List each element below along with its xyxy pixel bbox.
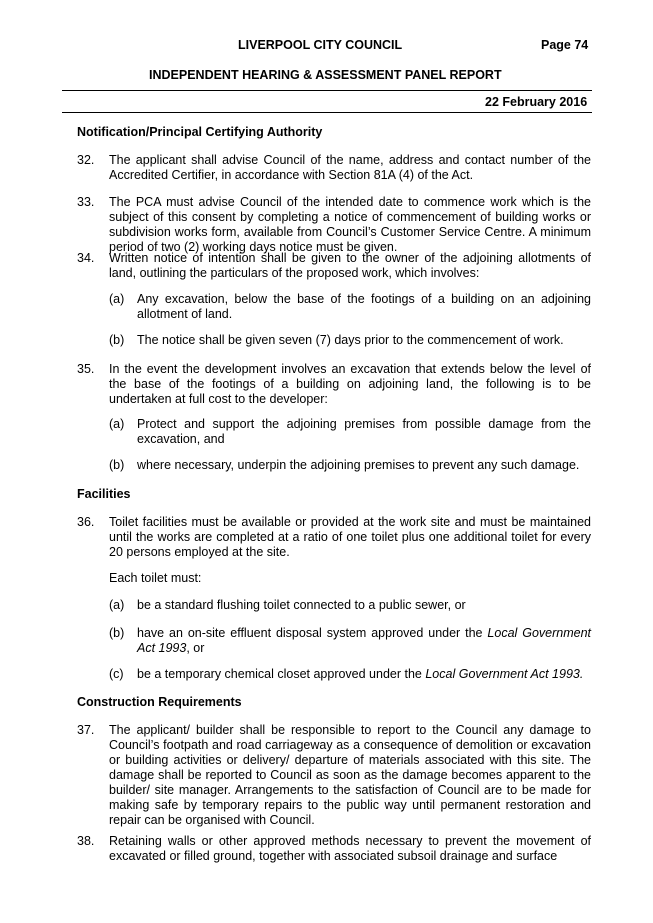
subitem-letter: (a) bbox=[109, 292, 125, 306]
item-number: 33. bbox=[77, 195, 95, 209]
act-reference: Local Government Act 1993. bbox=[425, 667, 584, 681]
item-text: Written notice of intention shall be given to the owner of the adjoining allotments of land, outlining the particulars of the proposed work, which involves: bbox=[109, 251, 591, 280]
subitem-letter: (b) bbox=[109, 333, 125, 347]
header-rule-bottom bbox=[62, 112, 592, 113]
subitem-letter: (b) bbox=[109, 626, 125, 640]
item-text: The applicant/ builder shall be responsible to report to the Council any damage to Council’s footpath and road carriageway as a consequence of demolition or excavation or building activities or delivery/ departure of materials associated with this site. The damage shall be reported to Council as soon as the damage becomes apparent to the builder/ site manager. Arrangements to the satisfaction of Council are to be made for making safe by temporary repairs to the public way until permanent restoration and repair can be organised with Council. bbox=[109, 723, 591, 827]
council-name: LIVERPOOL CITY COUNCIL bbox=[238, 38, 403, 52]
item-text: The PCA must advise Council of the intended date to commence work which is the subject of this consent by completing a notice of commencement of building works or subdivision works form, available from Council’s Customer Service Centre. A minimum period of two (2) working days notice must be given. bbox=[109, 195, 591, 254]
section-heading-construction: Construction Requirements bbox=[77, 695, 242, 709]
item-number: 36. bbox=[77, 515, 95, 529]
subitem-text: Any excavation, below the base of the footings of a building on an adjoining allotment of land. bbox=[137, 292, 591, 321]
subitem-letter: (b) bbox=[109, 458, 125, 472]
subitem-letter: (c) bbox=[109, 667, 124, 681]
each-toilet-label: Each toilet must: bbox=[109, 571, 202, 585]
subitem-text: where necessary, underpin the adjoining premises to prevent any such damage. bbox=[137, 458, 580, 472]
item-number: 34. bbox=[77, 251, 95, 265]
section-heading-notification: Notification/Principal Certifying Authority bbox=[77, 125, 323, 139]
subitem-text bbox=[137, 626, 591, 656]
subitem-text-part: have an on-site effluent disposal system approved under the bbox=[137, 626, 488, 640]
item-text: The applicant shall advise Council of the name, address and contact number of the Accredited Certifier, in accordance with Section 81A (4) of the Act. bbox=[109, 153, 591, 182]
page-number: Page 74 bbox=[541, 38, 589, 52]
item-text: Retaining walls or other approved methods necessary to prevent the movement of excavated or filled ground, together with associated subsoil drainage and surface bbox=[109, 834, 591, 863]
item-number: 38. bbox=[77, 834, 95, 848]
item-number: 37. bbox=[77, 723, 95, 737]
subitem-text: be a standard flushing toilet connected to a public sewer, or bbox=[137, 598, 466, 612]
subitem-text-part: , or bbox=[186, 641, 205, 655]
report-date: 22 February 2016 bbox=[485, 95, 588, 109]
item-text: Toilet facilities must be available or provided at the work site and must be maintained until the works are completed at a ratio of one toilet plus one additional toilet for every 20 persons employed at the site. bbox=[109, 515, 591, 559]
subitem-letter: (a) bbox=[109, 417, 125, 431]
subitem-text: Protect and support the adjoining premises from possible damage from the excavation, and bbox=[137, 417, 591, 446]
item-number: 32. bbox=[77, 153, 95, 167]
header-rule-top bbox=[62, 90, 592, 91]
item-number: 35. bbox=[77, 362, 95, 376]
item-text: In the event the development involves an excavation that extends below the level of the base of the footings of a building on adjoining land, the following is to be undertaken at full cost to the developer: bbox=[109, 362, 591, 406]
act-reference: Local Government Act 1993 bbox=[137, 626, 591, 655]
report-title: INDEPENDENT HEARING & ASSESSMENT PANEL REPORT bbox=[149, 68, 502, 82]
subitem-text bbox=[137, 667, 591, 682]
subitem-text: The notice shall be given seven (7) days prior to the commencement of work. bbox=[137, 333, 564, 347]
subitem-text-part: be a temporary chemical closet approved under the bbox=[137, 667, 426, 681]
section-heading-facilities: Facilities bbox=[77, 487, 131, 501]
subitem-letter: (a) bbox=[109, 598, 125, 612]
